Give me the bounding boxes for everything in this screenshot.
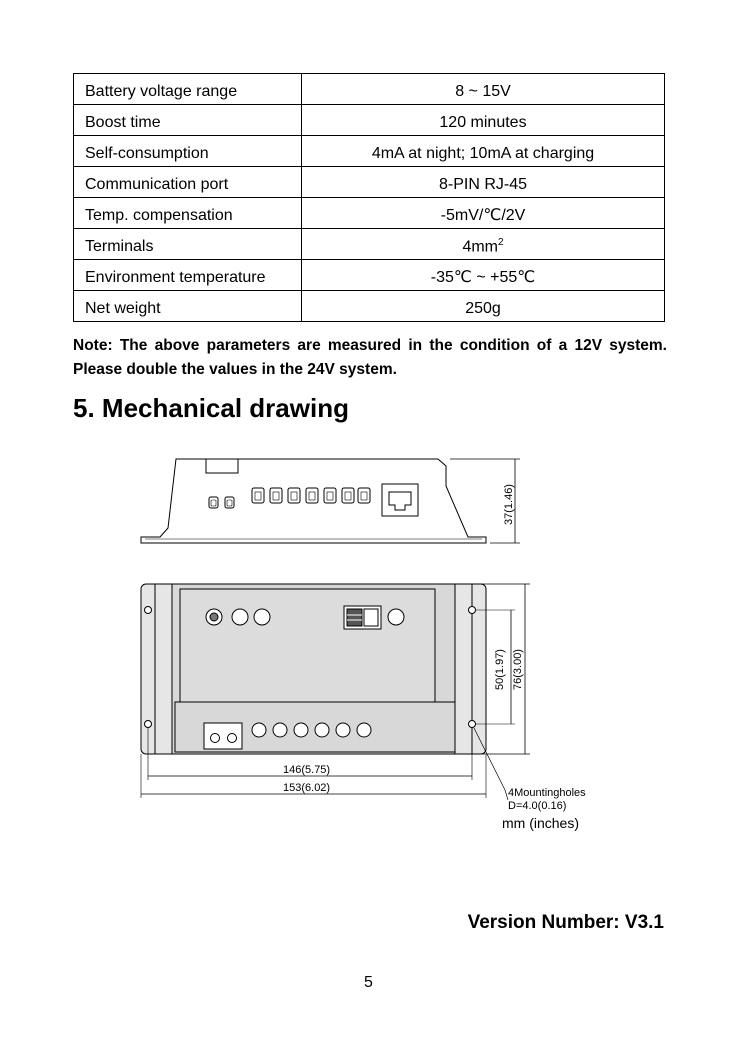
spec-value-text: 4mm — [462, 238, 498, 255]
total-height-label: 76(3.00) — [512, 649, 524, 690]
spec-value: 250g — [302, 291, 665, 322]
page-number: 5 — [364, 974, 373, 991]
section-heading: 5. Mechanical drawing — [73, 393, 349, 423]
spec-value: -35℃ ~ +55℃ — [302, 260, 665, 291]
mounting-holes-label: 4Mountingholes — [508, 787, 586, 799]
spec-value: 120 minutes — [302, 105, 665, 136]
spec-value: 8 ~ 15V — [302, 74, 665, 105]
side-height-label: 37(1.46) — [503, 484, 515, 525]
spec-label: Battery voltage range — [74, 74, 302, 105]
spec-value: -5mV/℃/2V — [302, 198, 665, 229]
version-number: Version Number: V3.1 — [467, 912, 664, 933]
spec-label: Self-consumption — [74, 136, 302, 167]
spec-label: Communication port — [74, 167, 302, 198]
units-label: mm (inches) — [502, 815, 580, 831]
spec-label: Terminals — [74, 229, 302, 260]
side-view — [141, 459, 520, 543]
spec-label: Temp. compensation — [74, 198, 302, 229]
spec-value: 4mA at night; 10mA at charging — [302, 136, 665, 167]
hole-width-label: 146(5.75) — [283, 764, 331, 776]
spec-label: Net weight — [74, 291, 302, 322]
spec-value: 8-PIN RJ-45 — [302, 167, 665, 198]
hole-diameter-label: D=4.0(0.16) — [508, 800, 567, 812]
spec-value-superscript: 2 — [498, 236, 504, 248]
hole-spacing-label: 50(1.97) — [494, 649, 506, 690]
spec-label: Environment temperature — [74, 260, 302, 291]
spec-label: Boost time — [74, 105, 302, 136]
front-view — [141, 584, 530, 800]
note-text: Note: The above parameters are measured in the condition of a 12V system. Please double the values in the 24V system. — [73, 337, 667, 378]
total-width-label: 153(6.02) — [283, 782, 331, 794]
